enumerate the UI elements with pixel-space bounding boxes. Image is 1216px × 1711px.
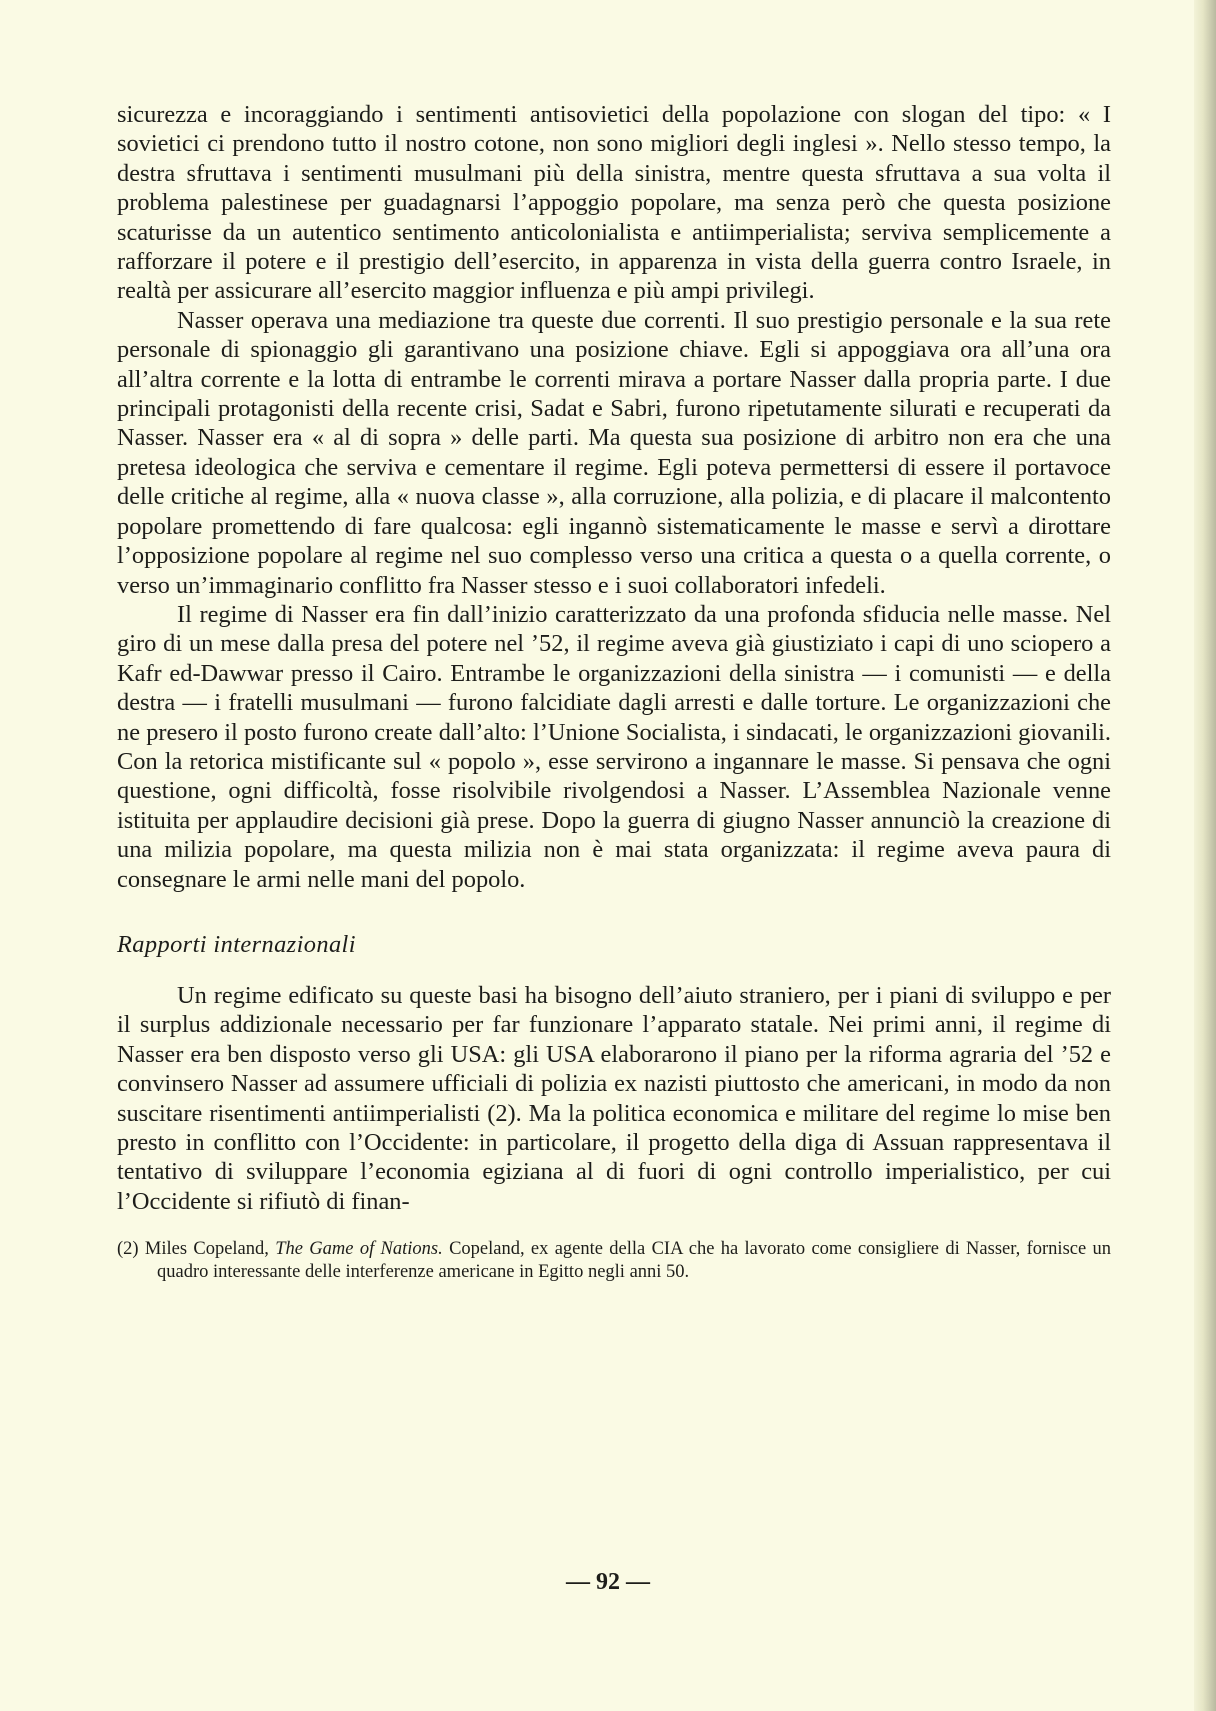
page-number: — 92 —: [566, 1569, 650, 1595]
section-paragraph: Un regime edificato su queste basi ha bisogno dell’aiuto straniero, per i piani di sviluppo e per il surplus addizionale necessario per far funzionare l’apparato statale. Nei primi anni, il regime di Nasser era ben disposto verso gli USA: gli USA elaborarono il piano per la riforma agraria del ’52 e convinsero Nasser ad assumere ufficiali di polizia ex nazisti piuttosto che americani, in modo da non suscitare risentimenti antiimperialisti (2). Ma la politica economica e militare del regime lo mise ben presto in conflitto con l’Occidente: in particolare, il progetto della diga di Assuan rappresentava il tentativo di sviluppare l’economia egiziana al di fuori di ogni controllo imperialistico, per cui l’Occidente si rifiutò di finan-: [117, 981, 1111, 1215]
footnote: [117, 1238, 1111, 1283]
body-text: [117, 100, 1111, 894]
paragraph-3: Il regime di Nasser era fin dall’inizio caratterizzato da una profonda sfiducia nelle masse. Nel giro di un mese dalla presa del potere nel ’52, il regime aveva già giustiziato i capi di uno sciopero a Kafr ed-Dawwar presso il Cairo. Entrambe le organizzazioni della sinistra — i comunisti — e della destra — i fratelli musulmani — furono falcidiate dagli arresti e dalle torture. Le organizzazioni che ne presero il posto furono create dall’alto: l’Unione Socialista, i sindacati, le organizzazioni giovanili. Con la retorica mistificante sul « popolo », esse servirono a ingannare le masse. Si pensava che ogni questione, ogni difficoltà, fosse risolvibile rivolgendosi a Nasser. L’Assemblea Nazionale venne istituita per applaudire decisioni già prese. Dopo la guerra di giugno Nasser annunciò la creazione di una milizia popolare, ma questa milizia non è mai stata organizzata: il regime aveva paura di consegnare le armi nelle mani del popolo.: [117, 600, 1111, 893]
section-body: [117, 981, 1111, 1216]
footnote-text: Copeland, ex agente della CIA che ha lavorato come consigliere di Nasser, fornisce un quadro interessante delle interferenze americane in Egitto negli anni 50.: [157, 1239, 1112, 1282]
footnote-author: Miles Copeland,: [144, 1239, 269, 1260]
paragraph-1: sicurezza e incoraggiando i sentimenti antisovietici della popolazione con slogan del tipo: « I sovietici ci prendono tutto il nostro cotone, non sono migliori degli inglesi ». Nello stesso tempo, la destra sfruttava i sentimenti musulmani più della sinistra, mentre questa sfruttava a sua volta il problema palestinese per guadagnarsi l’appoggio popolare, ma senza però che questa posizione scaturisse da un autentico sentimento anticolonialista e antiimperialista; serviva semplicemente a rafforzare il potere e il prestigio dell’esercito, in apparenza in vista della guerra contro Israele, in realtà per assicurare all’esercito maggior influenza e più ampi privilegi.: [117, 101, 1111, 305]
footnote-work-title: The Game of Nations.: [275, 1239, 443, 1260]
section-heading: Rapporti internazionali: [117, 930, 356, 958]
page-content: [117, 100, 1111, 1283]
paragraph-2: Nasser operava una mediazione tra queste due correnti. Il suo prestigio personale e la sua rete personale di spionaggio gli garantivano una posizione chiave. Egli si appoggiava ora all’una ora all’altra corrente e la lotta di entrambe le correnti mirava a portare Nasser dalla propria parte. I due principali protagonisti della recente crisi, Sadat e Sabri, furono ripetutamente silurati e recuperati da Nasser. Nasser era « al di sopra » delle parti. Ma questa sua posizione di arbitro non era che una pretesa ideologica che serviva e cementare il regime. Egli poteva permettersi di essere il portavoce delle critiche al regime, alla « nuova classe », alla corruzione, alla polizia, e di placare il malcontento popolare promettendo di fare qualcosa: egli ingannò sistematicamente le masse e servì a dirottare l’opposizione popolare al regime nel suo complesso verso una critica a questa o a quella corrente, o verso un’immaginario conflitto fra Nasser stesso e i suoi collaboratori infedeli.: [117, 306, 1111, 599]
footnote-marker: (2): [117, 1239, 139, 1260]
scan-edge: [1194, 0, 1216, 1711]
